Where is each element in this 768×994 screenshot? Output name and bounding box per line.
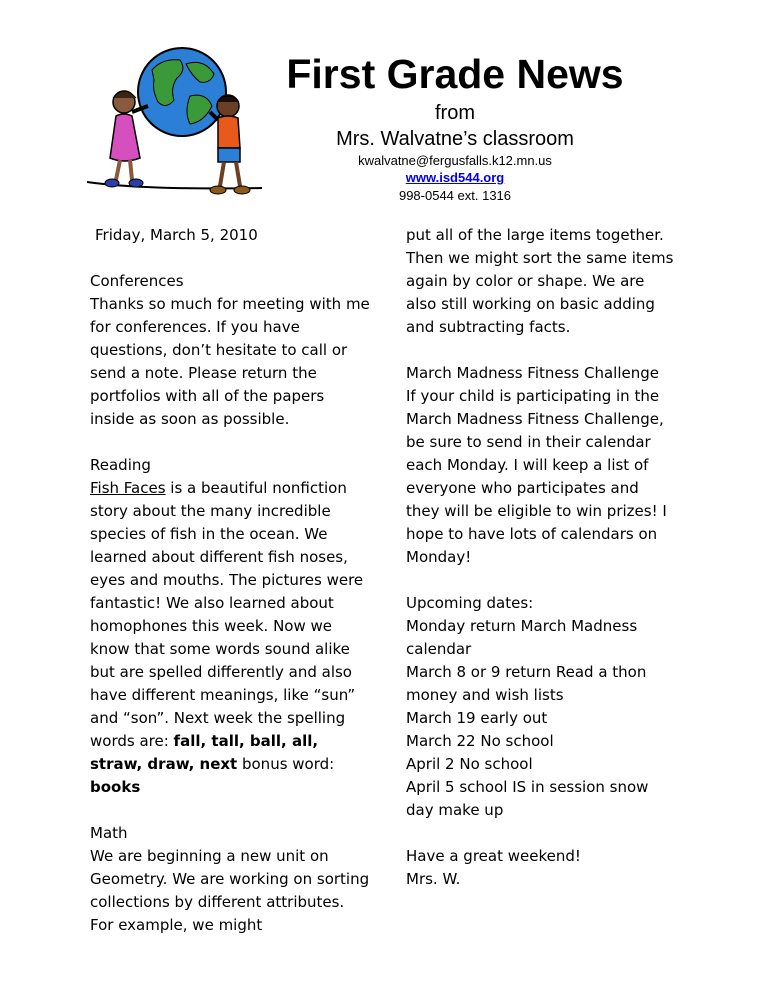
upcoming-item: March 8 or 9 return Read a thon money and wish lists [406, 663, 647, 704]
newsletter-title: First Grade News [286, 51, 624, 97]
teacher-email: kwalvatne@fergusfalls.k12.mn.us [358, 153, 552, 168]
closing-line: Have a great weekend! [406, 847, 581, 865]
upcoming-item: April 2 No school [406, 755, 533, 773]
conferences-section [90, 270, 370, 431]
reading-heading: Reading [90, 456, 151, 474]
bonus-label: bonus word: [237, 755, 335, 773]
website-link[interactable]: www.isd544.org [405, 170, 505, 185]
upcoming-heading: Upcoming dates: [406, 594, 534, 612]
upcoming-item: March 19 early out [406, 709, 548, 727]
fitness-body: If your child is participating in the March Madness Fitness Challenge, be sure to send in their calendar each Monday. I will keep a list of everyone who participates and they will be eligible to win prizes! I hope to have lots of calendars on Monday! [406, 387, 667, 566]
math-section [90, 822, 370, 937]
newsletter-date: Friday, March 5, 2010 [95, 226, 258, 244]
reading-body: is a beautiful nonfiction story about the many incredible species of fish in the ocean. We learned about different fish noses, eyes and mouths. The pictures were fantastic! We also learned about homophones this week. Now we know that some words sound alike but are spelled differently and also have different meanings, like “sun” and “son”. Next week the spelling words are: [90, 479, 364, 750]
fitness-section [406, 362, 676, 569]
teacher-classroom: Mrs. Walvatne’s classroom [336, 128, 574, 150]
reading-section [90, 454, 370, 799]
math-body-left: We are beginning a new unit on Geometry. We are working on sorting collections by different attributes. For example, we might [90, 847, 370, 934]
right-column [406, 224, 676, 914]
conferences-heading: Conferences [90, 272, 184, 290]
upcoming-section [406, 592, 676, 822]
math-heading: Math [90, 824, 128, 842]
book-title: Fish Faces [90, 479, 166, 497]
upcoming-item: March 22 No school [406, 732, 554, 750]
left-column [90, 224, 370, 960]
math-continued: put all of the large items together. Then we might sort the same items again by color or shape. We are also still working on basic adding and subtracting facts. [406, 226, 674, 336]
fitness-heading: March Madness Fitness Challenge [406, 364, 659, 382]
closing-section [406, 845, 676, 891]
conferences-body: Thanks so much for meeting with me for conferences. If you have questions, don’t hesitate to call or send a note. Please return the portfolios with all of the papers inside as soon as possible. [90, 295, 370, 428]
spelling-words: fall, tall, ball, all, straw, draw, next [90, 732, 319, 773]
newsletter-header [270, 48, 640, 204]
signature: Mrs. W. [406, 870, 461, 888]
children-globe-illustration [82, 40, 268, 210]
phone-number: 998-0544 ext. 1316 [398, 188, 512, 203]
upcoming-item: April 5 school IS in session snow day make up [406, 778, 649, 819]
from-label: from [435, 102, 475, 124]
upcoming-item: Monday return March Madness calendar [406, 617, 638, 658]
bonus-word: books [90, 778, 141, 796]
